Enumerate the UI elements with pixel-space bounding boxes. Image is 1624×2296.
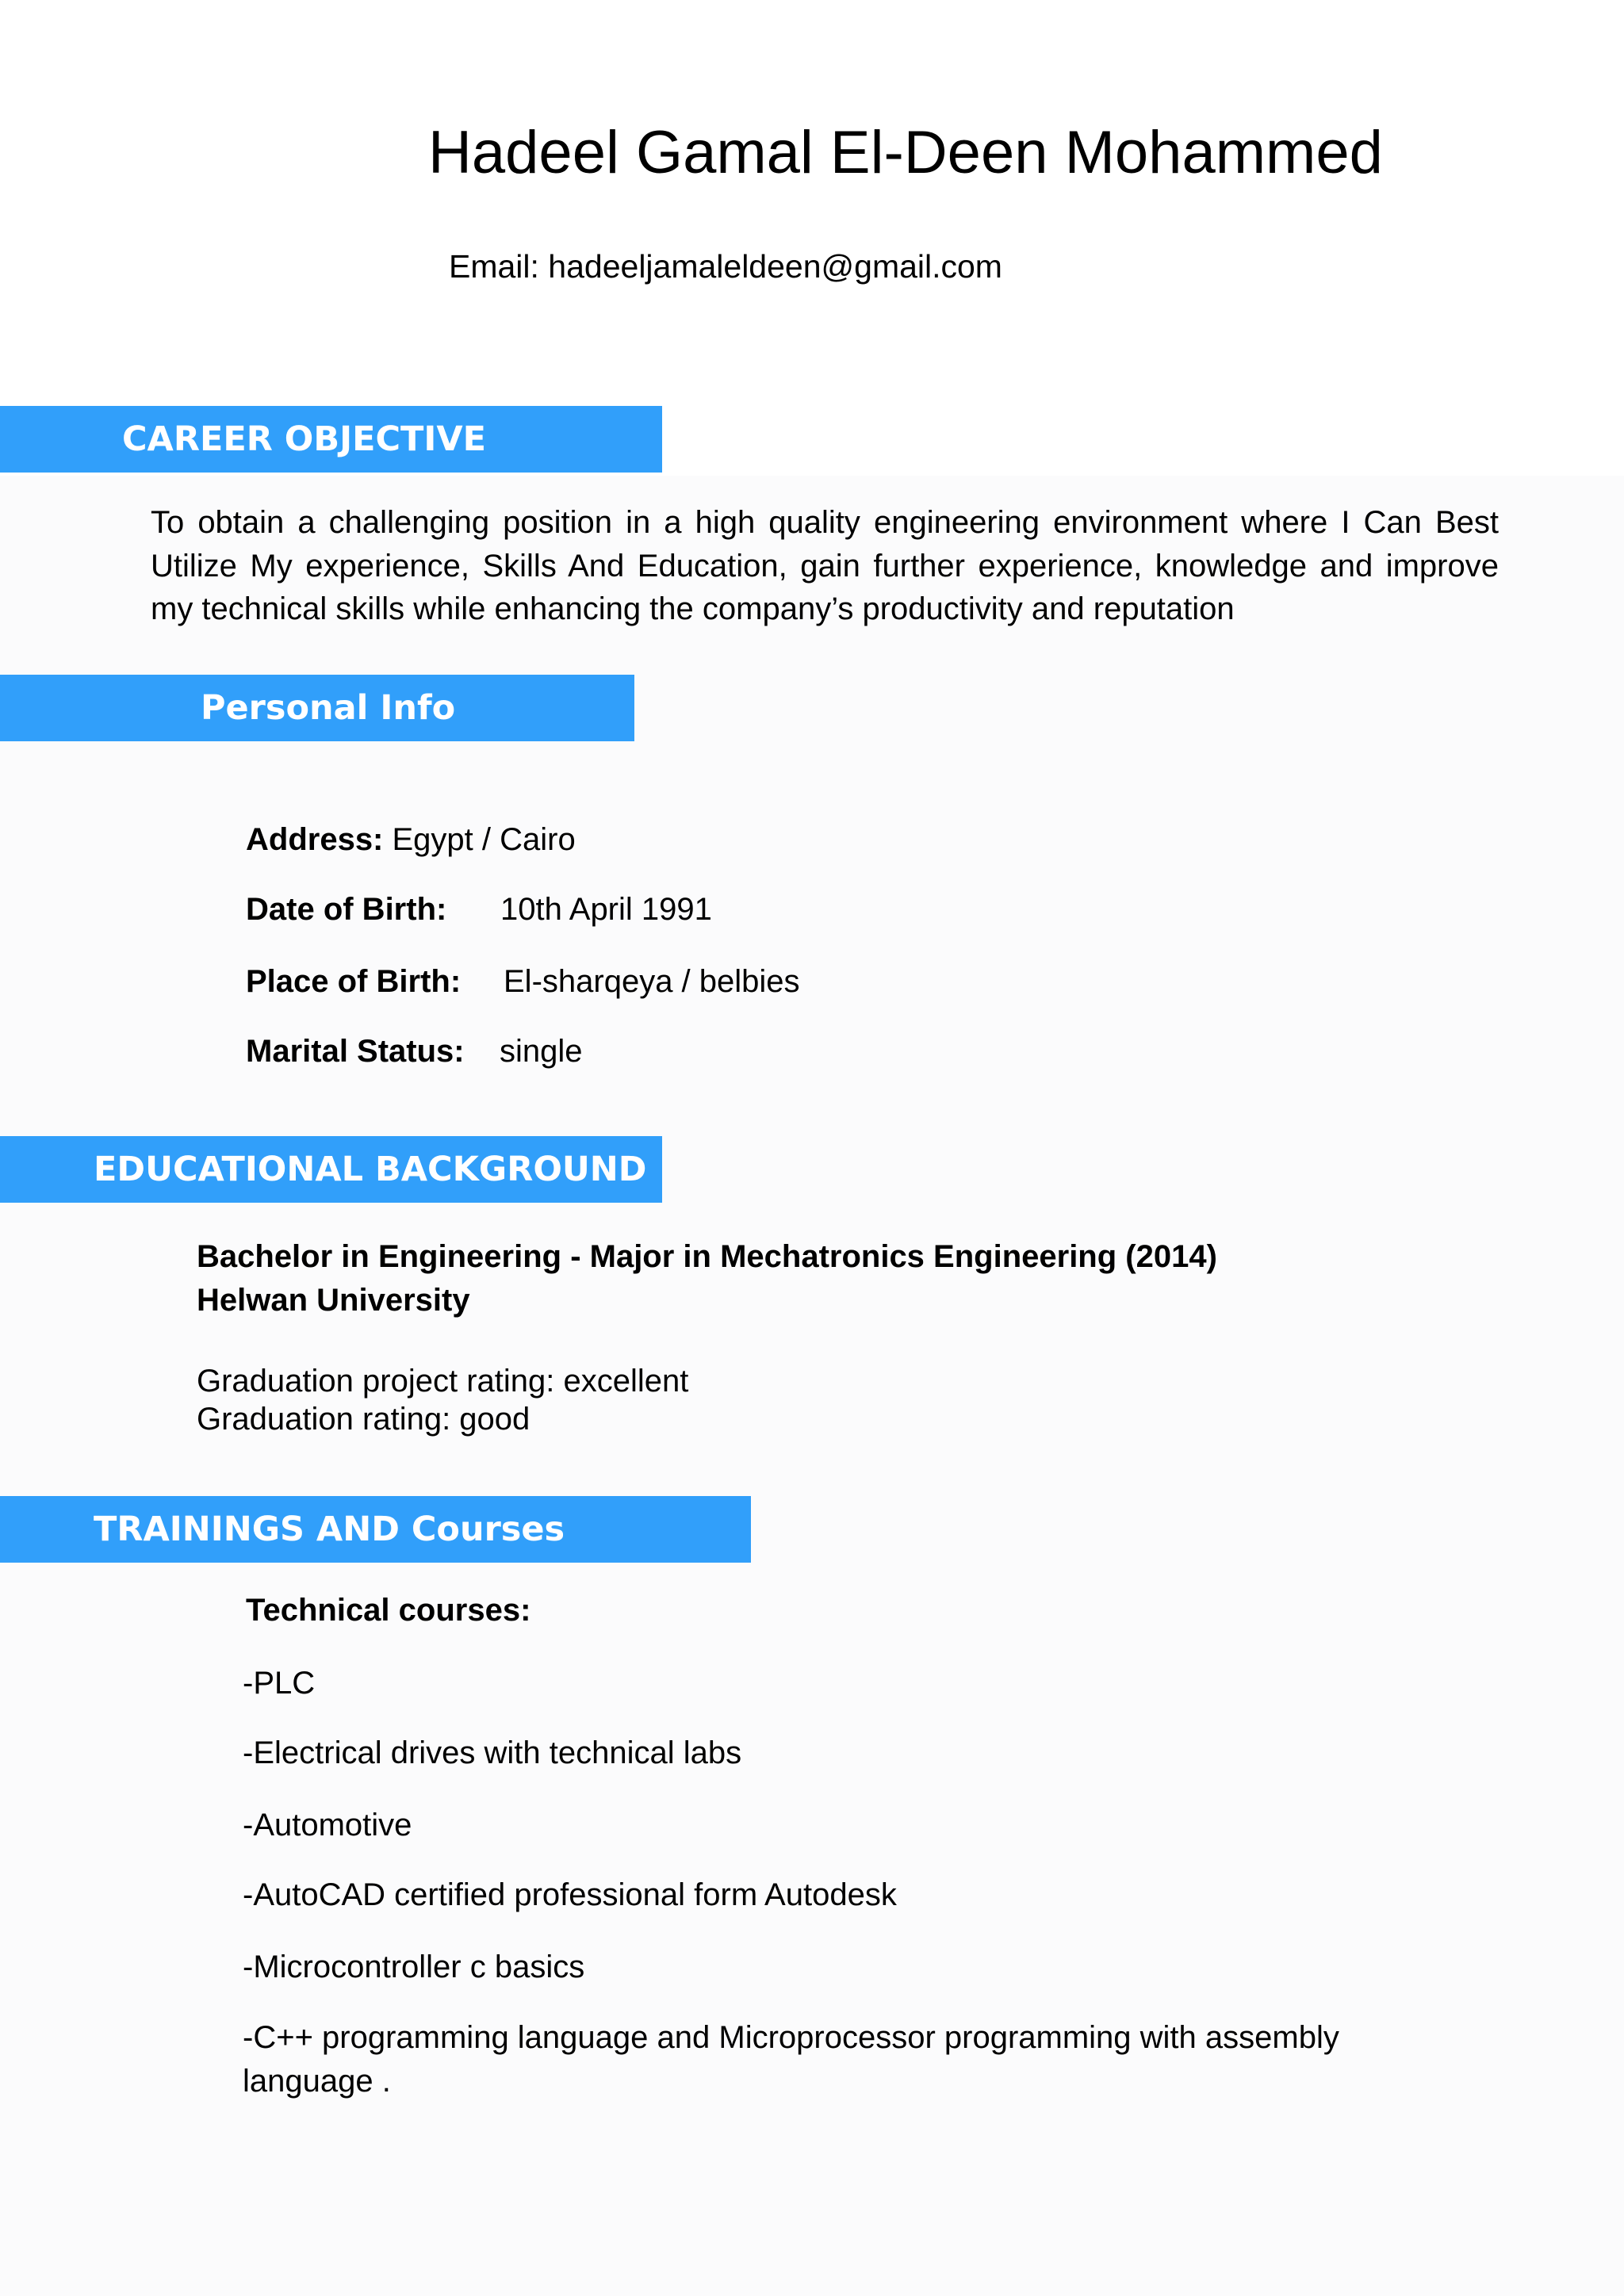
- personal-info-heading: Personal Info: [201, 688, 456, 728]
- dob-value: 10th April 1991: [500, 892, 712, 927]
- university-line: Helwan University: [197, 1283, 470, 1318]
- pob-value: El-sharqeya / belbies: [504, 964, 800, 999]
- trainings-heading: TRAININGS AND Courses: [94, 1510, 565, 1549]
- project-rating-line: Graduation project rating: excellent: [197, 1364, 689, 1399]
- course-item: -C++ programming language and Microprocessor programming with assembly: [243, 2020, 1339, 2055]
- marital-label: Marital Status:: [246, 1034, 465, 1069]
- course-item: -Electrical drives with technical labs: [243, 1735, 742, 1770]
- course-item: -Microcontroller c basics: [243, 1950, 585, 1984]
- course-item: -Automotive: [243, 1808, 412, 1843]
- dob-label: Date of Birth:: [246, 892, 447, 927]
- marital-value: single: [500, 1034, 583, 1069]
- email-line: Email: hadeeljamaleldeen@gmail.com: [449, 248, 1002, 285]
- education-band: [0, 1136, 662, 1203]
- address-row: [246, 818, 576, 861]
- education-heading: EDUCATIONAL BACKGROUND: [94, 1150, 647, 1189]
- trainings-band: [0, 1496, 751, 1563]
- course-item-continuation: language .: [243, 2064, 391, 2099]
- course-item: -AutoCAD certified professional form Autodesk: [243, 1877, 897, 1912]
- address-label: Address:: [246, 822, 384, 857]
- technical-courses-heading: Technical courses:: [246, 1593, 531, 1628]
- career-objective-band: [0, 406, 662, 473]
- personal-info-band: [0, 675, 634, 741]
- career-objective-text: To obtain a challenging position in a high quality engineering environment where I Can Best Utilize My experience, Skills And Education, gain further experience, knowledge and improve my technical skills while enhancing the company’s productivity and reputation: [151, 505, 1499, 626]
- pob-label: Place of Birth:: [246, 964, 462, 999]
- degree-line: Bachelor in Engineering - Major in Mechatronics Engineering (2014): [197, 1239, 1217, 1274]
- address-value: Egypt / Cairo: [383, 822, 576, 857]
- course-item: -PLC: [243, 1666, 316, 1701]
- career-objective-heading: CAREER OBJECTIVE: [122, 419, 487, 459]
- graduation-rating-line: Graduation rating: good: [197, 1402, 530, 1437]
- candidate-name: Hadeel Gamal El-Deen Mohammed: [428, 119, 1383, 186]
